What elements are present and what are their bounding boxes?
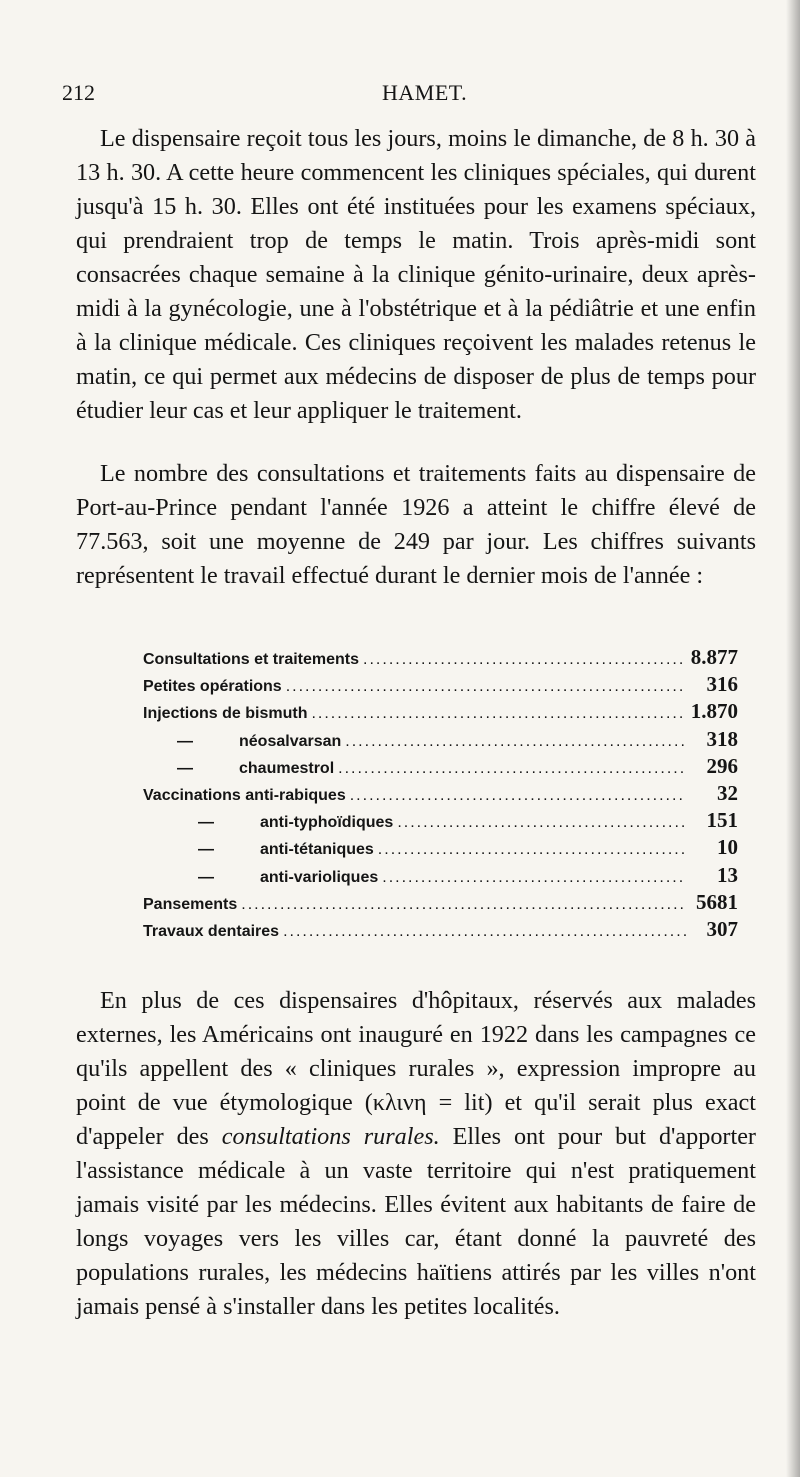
row-value: 1.870 (690, 699, 738, 724)
row-label-text: chaumestrol (239, 759, 335, 777)
table-row (143, 754, 738, 781)
row-value: 307 (706, 916, 738, 941)
paragraph-rural-clinics (76, 984, 756, 1324)
ditto-dash: — (198, 868, 214, 886)
dot-leader (279, 923, 686, 941)
ditto-dash: — (177, 732, 193, 750)
dot-leader (359, 651, 686, 669)
table-row (143, 699, 738, 726)
row-label (143, 760, 334, 778)
row-value: 151 (706, 808, 738, 833)
dot-leader (334, 760, 686, 778)
row-label (143, 869, 378, 887)
row-label: Injections de bismuth (143, 705, 308, 723)
row-value: 296 (706, 753, 738, 778)
running-head: HAMET. (382, 80, 468, 105)
dot-leader (237, 896, 686, 914)
row-value: 318 (706, 726, 738, 751)
row-label-text: néosalvarsan (239, 732, 342, 750)
row-label: Vaccinations anti-rabiques (143, 786, 346, 804)
ditto-dash: — (198, 814, 214, 832)
paragraph-rural-clinics-part-b: Elles ont pour but d'apporter l'assistance médicale à un vaste territoire qui n'est pratiquement jamais visité par les médecins. Elles évitent aux habitants de faire de longs voyages vers les villes car, étant donné la pauvreté des populations rurales, les médecins haïtiens attirés par les villes n'ont jamais pensé à s'installer dans les petites localités. (76, 1123, 756, 1320)
row-value: 5681 (696, 889, 738, 914)
table-row (143, 672, 738, 699)
table-row (143, 890, 738, 917)
dot-leader (378, 869, 686, 887)
dot-leader (393, 814, 686, 832)
italic-term: consultations rurales. (221, 1123, 440, 1150)
row-label: Petites opérations (143, 678, 282, 696)
row-value: 8.877 (690, 645, 738, 669)
paragraph-dispensary-hours: Le dispensaire reçoit tous les jours, moins le dimanche, de 8 h. 30 à 13 h. 30. A cette heure commencent les cliniques spéciales, qui durent jusqu'à 15 h. 30. Elles ont été instituées pour les examens spéciaux, qui prendraient trop de temps le matin. Trois après-midi sont consacrées chaque semaine à la clinique génito-urinaire, deux après-midi à la gynécologie, une à l'obstétrique et à la pédiâtrie et une enfin à la clinique médicale. Ces cliniques reçoivent les malades retenus le matin, ce qui permet aux médecins de disposer de plus de temps pour étudier leur cas et leur appliquer le traitement. (76, 125, 756, 424)
statistics-table (143, 645, 738, 944)
row-value: 13 (717, 862, 738, 887)
table-row (143, 727, 738, 754)
row-value: 32 (717, 780, 738, 805)
paragraph-consultation-totals: Le nombre des consultations et traitements faits au dispensaire de Port-au-Prince pendant l'année 1926 a atteint le chiffre élevé de 77.563, soit une moyenne de 249 par jour. Les chiffres suivants représentent le travail effectué durant le dernier mois de l'année : (76, 460, 756, 589)
paragraph-rural-clinics-part-a: En plus de ces dispensaires d'hôpitaux, réservés aux malades externes, les Américains ont inauguré en 1922 dans les campagnes ce qu'ils appellent des « cliniques rurales », expression impropre au point de vue étymologique (κλινη = lit) et qu'il serait plus exact d'appeler des (76, 987, 756, 1150)
page-header (62, 80, 752, 110)
ditto-dash: — (177, 759, 193, 777)
table-row (143, 645, 738, 672)
row-label (143, 733, 341, 751)
row-label-text: anti-typhoïdiques (260, 814, 394, 832)
dot-leader (374, 841, 686, 859)
row-label (143, 814, 393, 832)
table-row (143, 781, 738, 808)
dot-leader (307, 705, 686, 723)
row-value: 10 (717, 835, 738, 860)
row-label: Travaux dentaires (143, 922, 280, 940)
page-number: 212 (62, 80, 95, 105)
table-row (143, 808, 738, 835)
table-row (143, 835, 738, 862)
dot-leader (282, 678, 686, 696)
row-label-text: anti-tétaniques (260, 841, 374, 859)
table-row (143, 917, 738, 944)
dot-leader (346, 787, 686, 805)
row-label: Pansements (143, 895, 238, 913)
page-edge-shadow (786, 0, 800, 1477)
dot-leader (341, 733, 686, 751)
row-label (143, 841, 374, 859)
row-label-text: anti-varioliques (260, 868, 379, 886)
row-label: Consultations et traitements (143, 651, 360, 668)
table-row (143, 863, 738, 890)
ditto-dash: — (198, 841, 214, 859)
row-value: 316 (706, 672, 738, 697)
